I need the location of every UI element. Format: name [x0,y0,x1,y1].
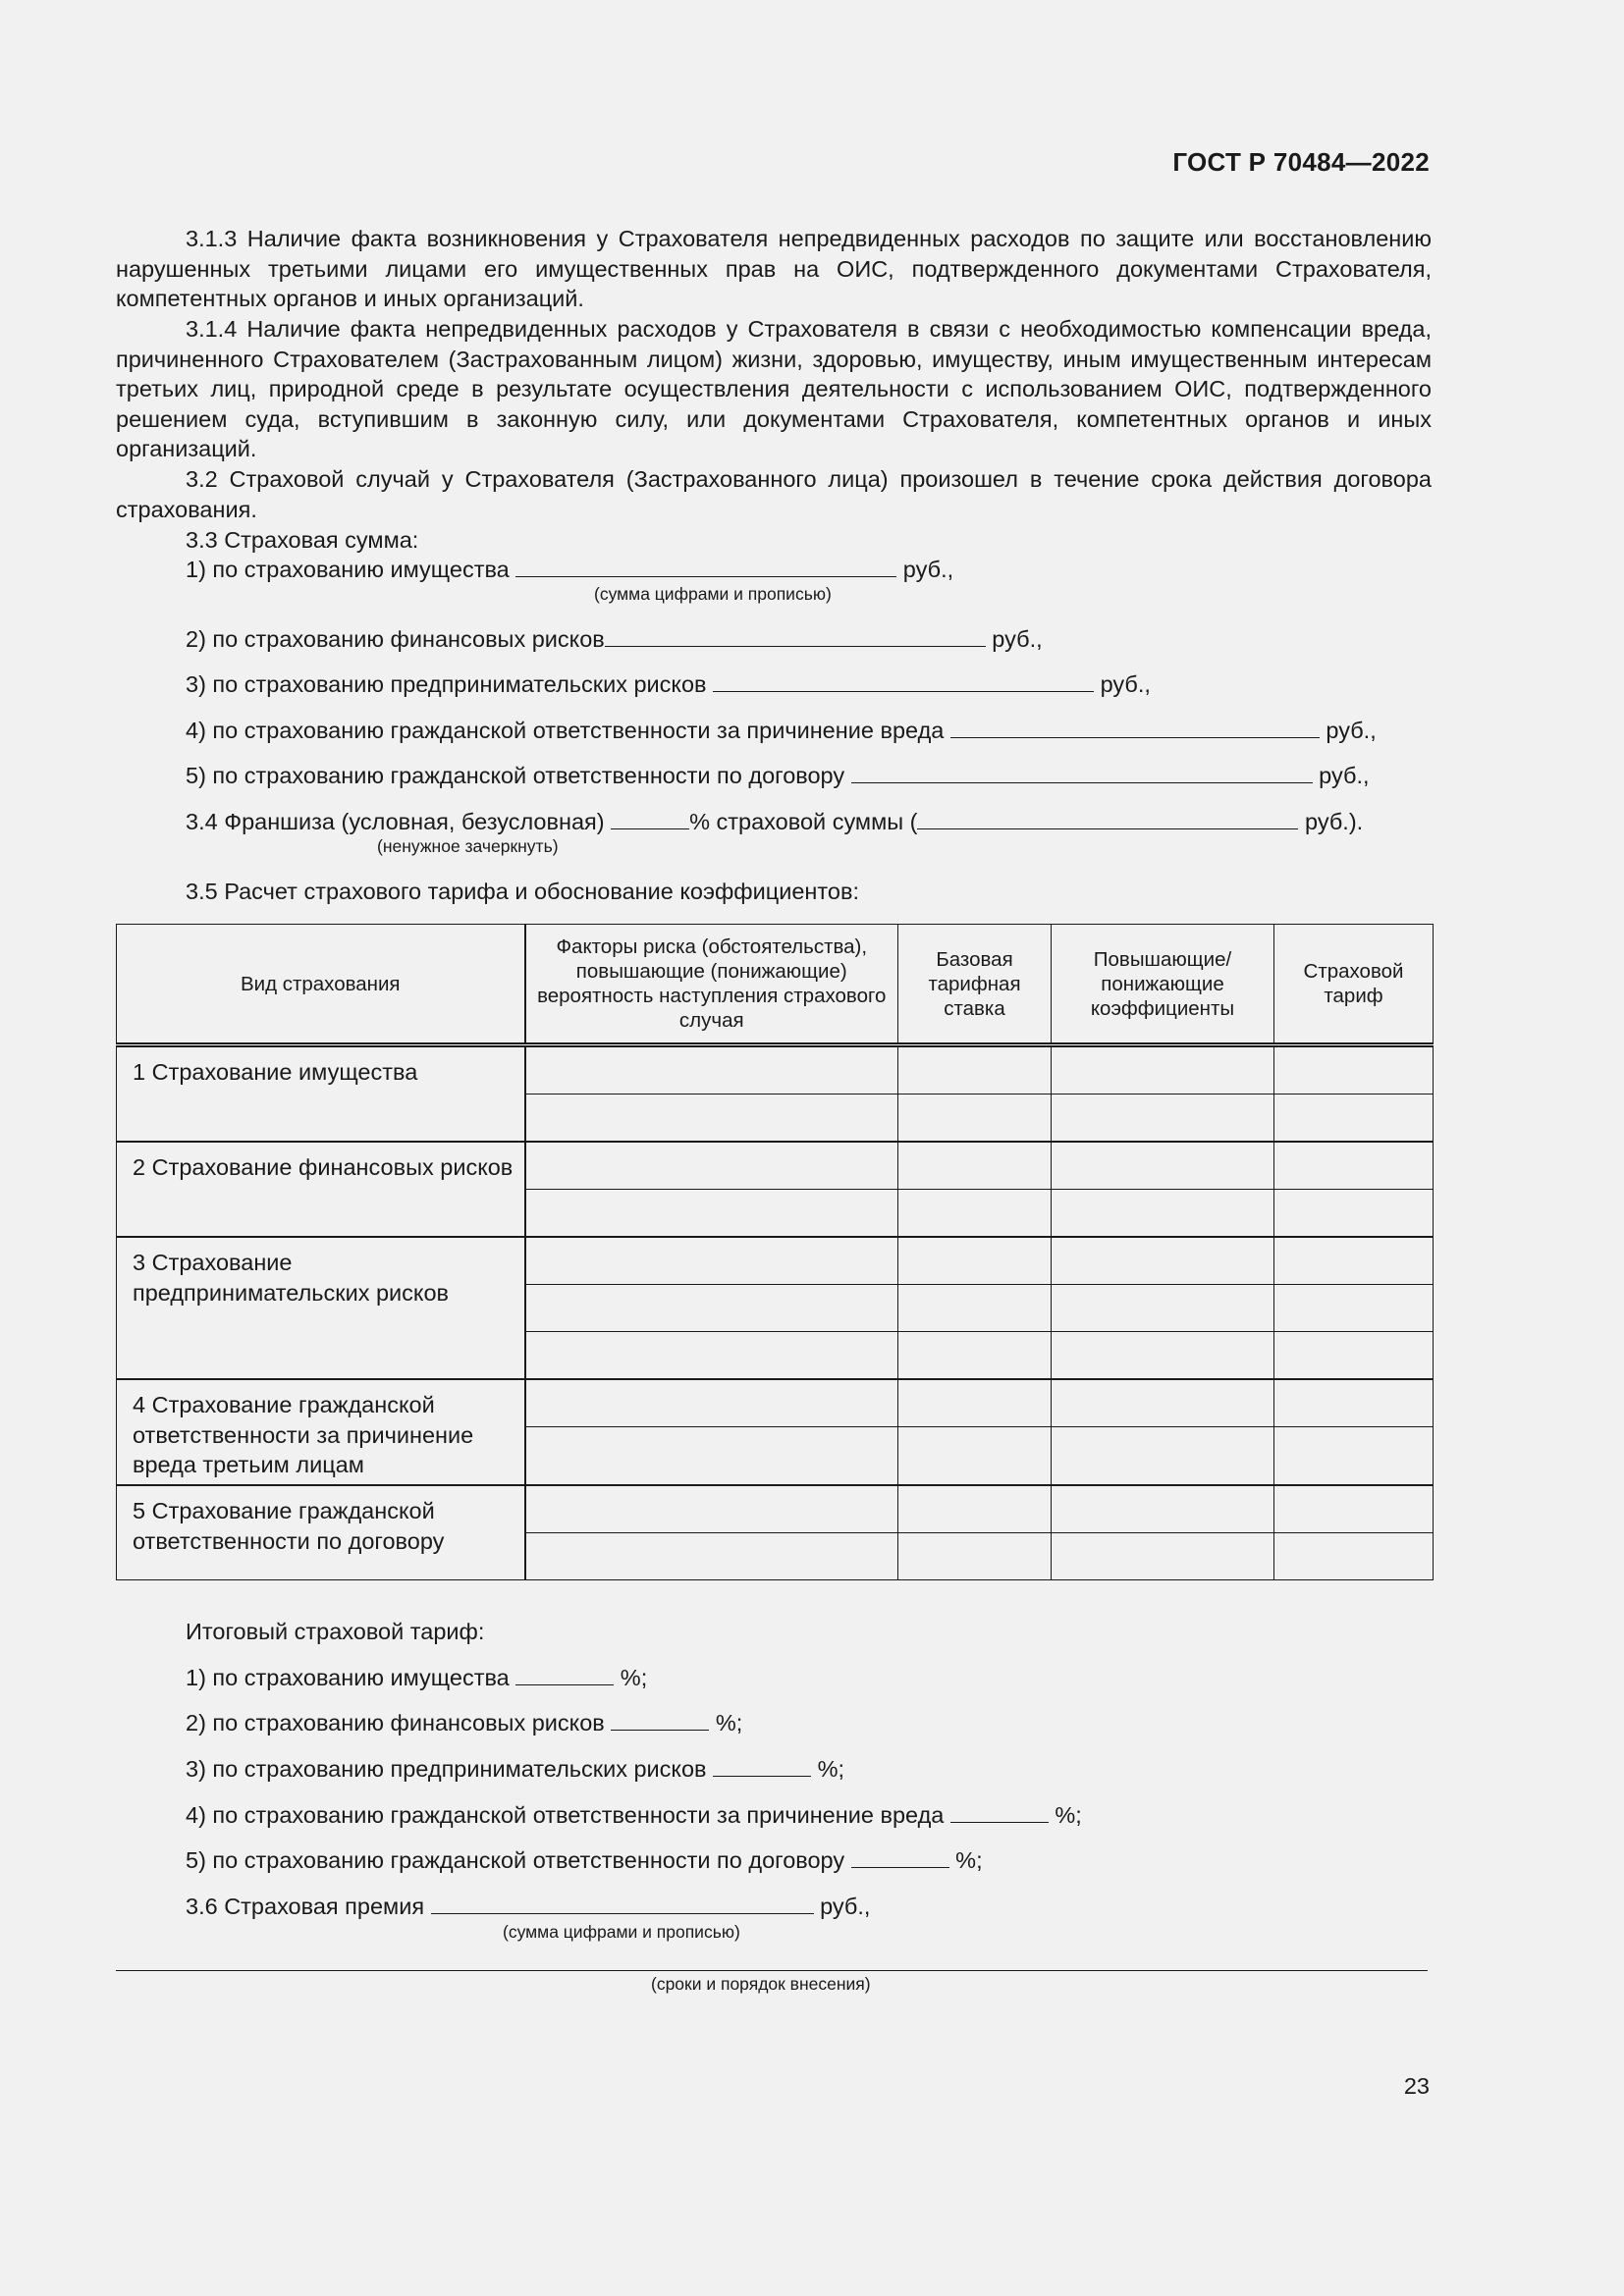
table-cell[interactable] [1052,1095,1274,1143]
table-cell[interactable] [1274,1190,1434,1238]
table-cell[interactable] [898,1427,1052,1486]
page-number: 23 [1403,2073,1430,2099]
sum-item-business: 3) по страхованию предпринимательских рисков руб., [186,671,1151,697]
paragraph-3-2: 3.2 Страховой случай у Страхователя (Застрахованного лица) произошел в течение срока действия договора страхования. [116,466,1432,522]
table-cell[interactable] [1052,1190,1274,1238]
premium-amount-field[interactable] [431,1892,814,1914]
table-cell[interactable] [1052,1485,1274,1533]
table-cell[interactable] [1052,1045,1274,1095]
table-cell[interactable] [1274,1095,1434,1143]
table-cell[interactable] [1274,1285,1434,1332]
franchise-line: 3.4 Франшиза (условная, безусловная) % страховой суммы ( руб.). [186,809,1364,834]
header-insurance-type: Вид страхования [117,925,525,1045]
table-cell[interactable] [898,1190,1052,1238]
table-cell[interactable] [1052,1332,1274,1380]
payment-terms-caption: (сроки и порядок внесения) [651,1974,871,1994]
table-cell[interactable] [1052,1379,1274,1427]
table-cell[interactable] [1052,1285,1274,1332]
table-cell[interactable] [1274,1045,1434,1095]
table-cell[interactable] [1274,1237,1434,1285]
table-cell[interactable] [525,1485,898,1533]
franchise-caption: (ненужное зачеркнуть) [377,836,559,856]
table-cell[interactable] [525,1142,898,1190]
franchise-amount-field[interactable] [917,807,1298,829]
table-cell[interactable] [1052,1237,1274,1285]
table-cell[interactable] [898,1142,1052,1190]
premium-caption: (сумма цифрами и прописью) [503,1922,740,1942]
table-cell[interactable] [898,1237,1052,1285]
row-label-business: 3 Страхование предпринимательских рисков [117,1237,525,1379]
final-tariff-liability-harm: 4) по страхованию гражданской ответственности за причинение вреда %; [186,1802,1082,1828]
table-cell[interactable] [525,1533,898,1580]
franchise-percent-field[interactable] [611,807,689,829]
table-cell[interactable] [1052,1427,1274,1486]
table-cell[interactable] [898,1095,1052,1143]
final-tariff-title: Итоговый страховой тариф: [186,1619,485,1644]
sum-liability-contract-field[interactable] [851,761,1313,783]
premium-line: 3.6 Страховая премия руб., [186,1894,871,1919]
paragraph-3-1-4: 3.1.4 Наличие факта непредвиденных расходов у Страхователя в связи с необходимостью компенсации вреда, причиненного Страхователем (Застрахованным лицом) жизни, здоровью, имуществу, иным имущественным интересам третьих лиц, природной среде в результате осуществления деятельности с использованием ОИС, подтвержденного решением суда, вступившим в законную силу, или документами Страхователя, компетентных органов и иных организаций. [116,316,1432,461]
final-tariff-property-field[interactable] [515,1663,614,1685]
final-tariff-liability-contract-field[interactable] [851,1845,949,1868]
table-cell[interactable] [1052,1142,1274,1190]
table-cell[interactable] [1052,1533,1274,1580]
row-label-liability-harm: 4 Страхование гражданской ответственности за причинение вреда третьим лицам [117,1379,525,1485]
table-cell[interactable] [1274,1427,1434,1486]
sum-caption: (сумма цифрами и прописью) [594,584,832,604]
table-cell[interactable] [525,1237,898,1285]
sum-item-property: 1) по страхованию имущества руб., [186,557,954,582]
document-code-header: ГОСТ Р 70484—2022 [1172,147,1430,177]
paragraph-3-1-3: 3.1.3 Наличие факта возникновения у Страхователя непредвиденных расходов по защите или восстановлению нарушенных третьими лицами его имущественных прав на ОИС, подтвержденного документами Страхователя, компетентных органов и иных организаций. [116,226,1432,311]
header-risk-factors: Факторы риска (обстоятельства), повышающие (понижающие) вероятность наступления страхового случая [525,925,898,1045]
final-tariff-property: 1) по страхованию имущества %; [186,1665,648,1690]
row-label-liability-contract: 5 Страхование гражданской ответственности по договору [117,1485,525,1580]
header-coefficients: Повышающие/ понижающие коэффициенты [1052,925,1274,1045]
table-cell[interactable] [898,1045,1052,1095]
table-row [117,1379,1434,1427]
table-cell[interactable] [1274,1485,1434,1533]
table-cell[interactable] [525,1332,898,1380]
table-cell[interactable] [525,1095,898,1143]
table-cell[interactable] [898,1533,1052,1580]
table-cell[interactable] [1274,1379,1434,1427]
table-row [117,1237,1434,1285]
sum-financial-field[interactable] [605,624,986,647]
table-cell[interactable] [525,1427,898,1486]
sum-business-field[interactable] [713,669,1094,692]
row-label-financial: 2 Страхование финансовых рисков [117,1142,525,1237]
table-cell[interactable] [898,1379,1052,1427]
sum-item-liability-harm: 4) по страхованию гражданской ответственности за причинение вреда руб., [186,718,1377,743]
table-cell[interactable] [898,1332,1052,1380]
payment-terms-field[interactable] [116,1970,1428,1971]
table-cell[interactable] [1274,1332,1434,1380]
sum-item-liability-contract: 5) по страхованию гражданской ответственности по договору руб., [186,763,1370,788]
table-row [117,1485,1434,1533]
final-tariff-business: 3) по страхованию предпринимательских рисков %; [186,1756,845,1782]
row-label-property: 1 Страхование имущества [117,1045,525,1143]
tariff-calculation-title: 3.5 Расчет страхового тарифа и обоснование коэффициентов: [186,879,859,904]
final-tariff-liability-harm-field[interactable] [950,1800,1049,1823]
table-header-row [117,925,1434,1045]
table-cell[interactable] [525,1285,898,1332]
final-tariff-financial-field[interactable] [611,1708,709,1731]
final-tariff-financial: 2) по страхованию финансовых рисков %; [186,1710,743,1735]
header-base-rate: Базовая тарифная ставка [898,925,1052,1045]
table-cell[interactable] [525,1190,898,1238]
sum-item-financial: 2) по страхованию финансовых рисков руб., [186,626,1043,652]
table-cell[interactable] [898,1285,1052,1332]
table-cell[interactable] [525,1045,898,1095]
final-tariff-business-field[interactable] [713,1754,811,1777]
table-cell[interactable] [1274,1142,1434,1190]
header-insurance-tariff: Страховой тариф [1274,925,1434,1045]
table-cell[interactable] [898,1485,1052,1533]
table-row [117,1142,1434,1190]
table-cell[interactable] [1274,1533,1434,1580]
table-cell[interactable] [525,1379,898,1427]
sum-property-field[interactable] [515,555,896,577]
sum-liability-harm-field[interactable] [950,716,1320,738]
tariff-table [116,924,1434,1580]
table-row [117,1045,1434,1095]
sum-section-title: 3.3 Страховая сумма: [186,527,419,553]
final-tariff-liability-contract: 5) по страхованию гражданской ответственности по договору %; [186,1847,983,1873]
